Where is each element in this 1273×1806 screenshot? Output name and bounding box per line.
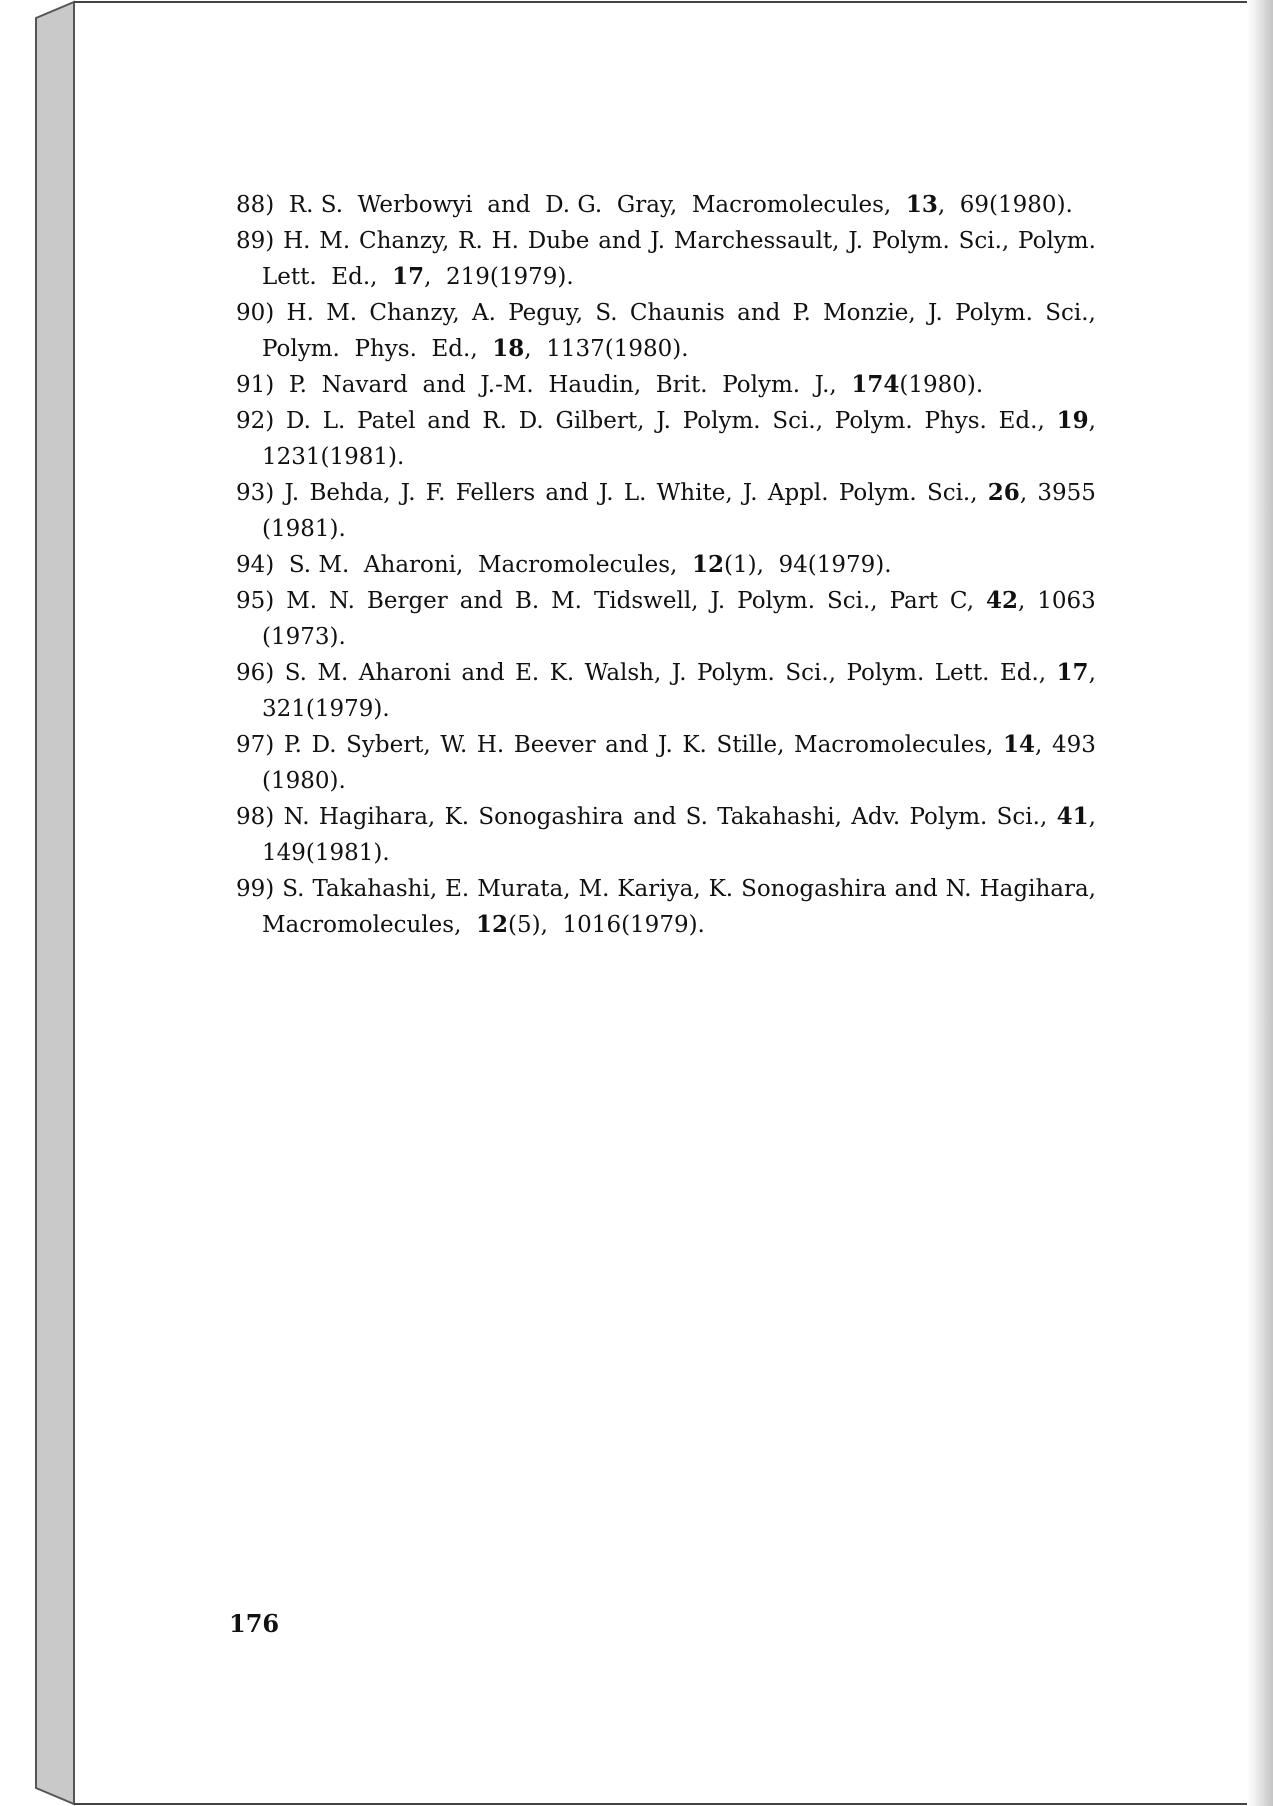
reference-entry	[236, 583, 1096, 655]
volume-group	[988, 475, 1027, 511]
reference-continuation-line	[236, 835, 1096, 871]
reference-word: Part	[889, 588, 938, 614]
reference-word: N.	[283, 804, 310, 830]
reference-text: , 69(1980).	[937, 192, 1073, 218]
reference-word: Walsh,	[584, 660, 662, 686]
reference-word: and	[459, 588, 503, 614]
reference-entry	[236, 475, 1096, 547]
reference-word: Polym.	[697, 660, 775, 686]
reference-word: Sci.,	[926, 480, 978, 506]
reference-word: H.	[283, 228, 311, 254]
reference-word: W.	[440, 732, 468, 758]
reference-word: ,	[1088, 660, 1096, 686]
reference-continuation-line	[236, 907, 1096, 943]
reference-word: ,	[1019, 480, 1028, 506]
reference-word: Berger	[366, 588, 448, 614]
reference-word: L.	[322, 408, 346, 434]
reference-line	[236, 475, 1096, 511]
reference-text: (1980).	[899, 372, 984, 398]
reference-continuation-line	[236, 511, 1096, 547]
reference-word: Sci.,	[785, 660, 836, 686]
volume-number: 14	[1003, 731, 1036, 758]
reference-continuation-line	[236, 259, 1096, 295]
volume-group	[986, 583, 1025, 619]
reference-word: Hagihara,	[979, 876, 1096, 902]
reference-word: Appl.	[767, 480, 829, 506]
reference-word: L.	[623, 480, 647, 506]
reference-word: Kariya,	[617, 876, 701, 902]
reference-word: Murata,	[477, 876, 571, 902]
reference-text: Polym. Phys. Ed.,	[262, 336, 493, 362]
reference-word: White,	[656, 480, 733, 506]
reference-word: Stille,	[716, 732, 785, 758]
reference-word: 96)	[236, 660, 275, 686]
reference-word: P.	[792, 300, 811, 326]
volume-number: 13	[905, 191, 938, 218]
reference-word: 493	[1051, 732, 1096, 758]
reference-word: ,	[1088, 408, 1096, 434]
reference-word: R.	[482, 408, 507, 434]
reference-word: Ed.,	[998, 408, 1045, 434]
reference-word: S.	[595, 300, 618, 326]
page-number: 176	[229, 1609, 280, 1638]
reference-word: M.	[319, 228, 351, 254]
reference-line	[236, 727, 1096, 763]
volume-group	[1057, 799, 1096, 835]
reference-word: Beever	[513, 732, 596, 758]
reference-word: J.	[598, 480, 614, 506]
reference-word: A.	[472, 300, 496, 326]
reference-word: and	[737, 300, 781, 326]
reference-word: K.	[444, 804, 470, 830]
reference-word: and	[545, 480, 589, 506]
reference-word: H.	[491, 228, 519, 254]
reference-word: Dube	[527, 228, 590, 254]
reference-word: D.	[518, 408, 544, 434]
reference-line	[236, 295, 1096, 331]
reference-continuation-line	[236, 763, 1096, 799]
reference-word: Macromolecules,	[794, 732, 994, 758]
reference-line	[236, 547, 1096, 583]
reference-word: 1063	[1037, 588, 1096, 614]
reference-word: Chanzy,	[369, 300, 460, 326]
reference-word: Sci.,	[772, 408, 824, 434]
reference-word: J.	[650, 228, 666, 254]
reference-word: M.	[551, 588, 582, 614]
reference-word: and	[633, 804, 677, 830]
reference-entry	[236, 367, 1096, 403]
reference-word: E.	[445, 876, 470, 902]
reference-entry	[236, 403, 1096, 475]
reference-word: J.	[656, 408, 671, 434]
reference-word: S.	[282, 876, 305, 902]
reference-word: Sci.,	[958, 228, 1010, 254]
reference-text: 321(1979).	[262, 696, 390, 722]
reference-word: N.	[945, 876, 972, 902]
volume-group	[1057, 403, 1096, 439]
volume-number: 26	[987, 479, 1020, 506]
reference-word: J.	[658, 732, 673, 758]
reference-word: J.	[742, 480, 758, 506]
reference-word: 89)	[236, 228, 275, 254]
reference-word: K.	[549, 660, 575, 686]
reference-word: 98)	[236, 804, 275, 830]
reference-word: Hagihara,	[318, 804, 436, 830]
reference-word: Marchessault,	[673, 228, 840, 254]
reference-word: M.	[286, 588, 318, 614]
reference-entry	[236, 295, 1096, 367]
reference-word: Sci.,	[996, 804, 1048, 830]
reference-text: 1231(1981).	[262, 444, 405, 470]
reference-word: Polym.	[871, 228, 950, 254]
reference-entry	[236, 871, 1096, 943]
reference-word: Sci.,	[1045, 300, 1096, 326]
reference-word: J.	[928, 300, 943, 326]
reference-entry	[236, 799, 1096, 871]
reference-word: R.	[458, 228, 483, 254]
reference-text: Macromolecules,	[262, 912, 477, 938]
reference-word: Takahashi,	[312, 876, 438, 902]
volume-number: 42	[985, 587, 1018, 614]
reference-line	[236, 403, 1096, 439]
reference-continuation-line	[236, 331, 1096, 367]
reference-word: Lett.	[934, 660, 990, 686]
reference-word: Peguy,	[508, 300, 584, 326]
reference-word: M.	[326, 300, 358, 326]
reference-word: 92)	[236, 408, 275, 434]
reference-text: (1973).	[262, 624, 346, 650]
reference-word: 97)	[236, 732, 275, 758]
reference-entry	[236, 547, 1096, 583]
reference-word: M.	[578, 876, 610, 902]
reference-text: 94) S. M. Aharoni, Macromolecules,	[236, 552, 692, 578]
reference-word: ,	[1088, 804, 1096, 830]
reference-entry	[236, 223, 1096, 295]
reference-line	[236, 871, 1096, 907]
page-right-shadow	[1247, 0, 1273, 1806]
reference-word: Ed.,	[999, 660, 1047, 686]
reference-word: Adv.	[851, 804, 901, 830]
volume-number: 17	[392, 263, 425, 290]
reference-word: H.	[286, 300, 314, 326]
reference-text: (1981).	[262, 516, 346, 542]
reference-word: D.	[286, 408, 311, 434]
reference-word: 95)	[236, 588, 275, 614]
volume-group	[1057, 655, 1096, 691]
reference-continuation-line	[236, 439, 1096, 475]
reference-word: J.	[671, 660, 687, 686]
volume-group	[1003, 727, 1042, 763]
reference-word: Behda,	[309, 480, 391, 506]
reference-word: and	[427, 408, 471, 434]
reference-word: C,	[949, 588, 975, 614]
reference-word: ,	[1017, 588, 1026, 614]
reference-line	[236, 187, 1096, 223]
reference-text: (5), 1016(1979).	[508, 912, 705, 938]
reference-text: (1980).	[262, 768, 346, 794]
volume-number: 19	[1056, 407, 1089, 434]
reference-word: Polym.	[737, 588, 816, 614]
reference-word: J.	[284, 480, 300, 506]
reference-entry	[236, 727, 1096, 799]
volume-number: 41	[1056, 803, 1089, 830]
reference-word: S.	[685, 804, 708, 830]
reference-text: (1), 94(1979).	[724, 552, 892, 578]
volume-number: 12	[692, 551, 725, 578]
reference-word: K.	[682, 732, 707, 758]
reference-word: Sonogashira	[478, 804, 624, 830]
reference-word: Gilbert,	[555, 408, 645, 434]
reference-word: Polym.	[909, 804, 988, 830]
reference-word: Takahashi,	[717, 804, 842, 830]
reference-word: and	[605, 732, 649, 758]
reference-line	[236, 223, 1096, 259]
reference-word: M.	[317, 660, 349, 686]
reference-list	[236, 187, 1096, 943]
reference-line	[236, 799, 1096, 835]
reference-word: Polym.	[846, 660, 925, 686]
reference-entry	[236, 187, 1096, 223]
page-edge-side	[36, 2, 74, 1804]
reference-word: Polym.	[682, 408, 761, 434]
reference-text: 88) R. S. Werbowyi and D. G. Gray, Macromolecules,	[236, 192, 906, 218]
reference-word: S.	[284, 660, 307, 686]
reference-word: Tidswell,	[593, 588, 699, 614]
reference-word: Polym.	[838, 480, 917, 506]
reference-word: F.	[425, 480, 446, 506]
reference-word: Fellers	[455, 480, 536, 506]
reference-line	[236, 655, 1096, 691]
reference-text: , 219(1979).	[424, 264, 574, 290]
reference-word: Aharoni	[358, 660, 451, 686]
reference-word: E.	[515, 660, 540, 686]
reference-word: and	[894, 876, 938, 902]
reference-word: P.	[283, 732, 302, 758]
reference-word: ,	[1035, 732, 1043, 758]
reference-word: 93)	[236, 480, 275, 506]
reference-word: 99)	[236, 876, 275, 902]
reference-word: Sonogashira	[741, 876, 887, 902]
reference-word: Phys.	[924, 408, 987, 434]
reference-word: Sci.,	[826, 588, 878, 614]
reference-text: Lett. Ed.,	[262, 264, 393, 290]
reference-line	[236, 583, 1096, 619]
reference-word: 3955	[1037, 480, 1096, 506]
reference-word: H.	[476, 732, 505, 758]
reference-text: 91) P. Navard and J.-M. Haudin, Brit. Polym. J.,	[236, 372, 852, 398]
reference-word: N.	[329, 588, 355, 614]
reference-word: and	[598, 228, 642, 254]
reference-word: Chanzy,	[358, 228, 450, 254]
reference-word: J.	[400, 480, 416, 506]
volume-number: 174	[851, 371, 900, 398]
reference-word: and	[461, 660, 505, 686]
volume-number: 17	[1056, 659, 1089, 686]
reference-word: Sybert,	[346, 732, 431, 758]
reference-word: Polym.	[834, 408, 913, 434]
reference-word: B.	[514, 588, 540, 614]
reference-text: , 1137(1980).	[524, 336, 689, 362]
volume-number: 12	[476, 911, 509, 938]
reference-text: 149(1981).	[262, 840, 390, 866]
reference-word: Monzie,	[823, 300, 916, 326]
reference-word: Polym.	[1018, 228, 1096, 254]
reference-word: 90)	[236, 300, 275, 326]
reference-word: Patel	[357, 408, 416, 434]
reference-entry	[236, 655, 1096, 727]
reference-line	[236, 367, 1096, 403]
reference-word: D.	[311, 732, 337, 758]
volume-number: 18	[492, 335, 525, 362]
reference-word: J.	[848, 228, 864, 254]
reference-word: J.	[710, 588, 726, 614]
reference-continuation-line	[236, 691, 1096, 727]
reference-word: K.	[708, 876, 734, 902]
reference-word: Chaunis	[629, 300, 725, 326]
reference-word: Polym.	[955, 300, 1033, 326]
reference-continuation-line	[236, 619, 1096, 655]
